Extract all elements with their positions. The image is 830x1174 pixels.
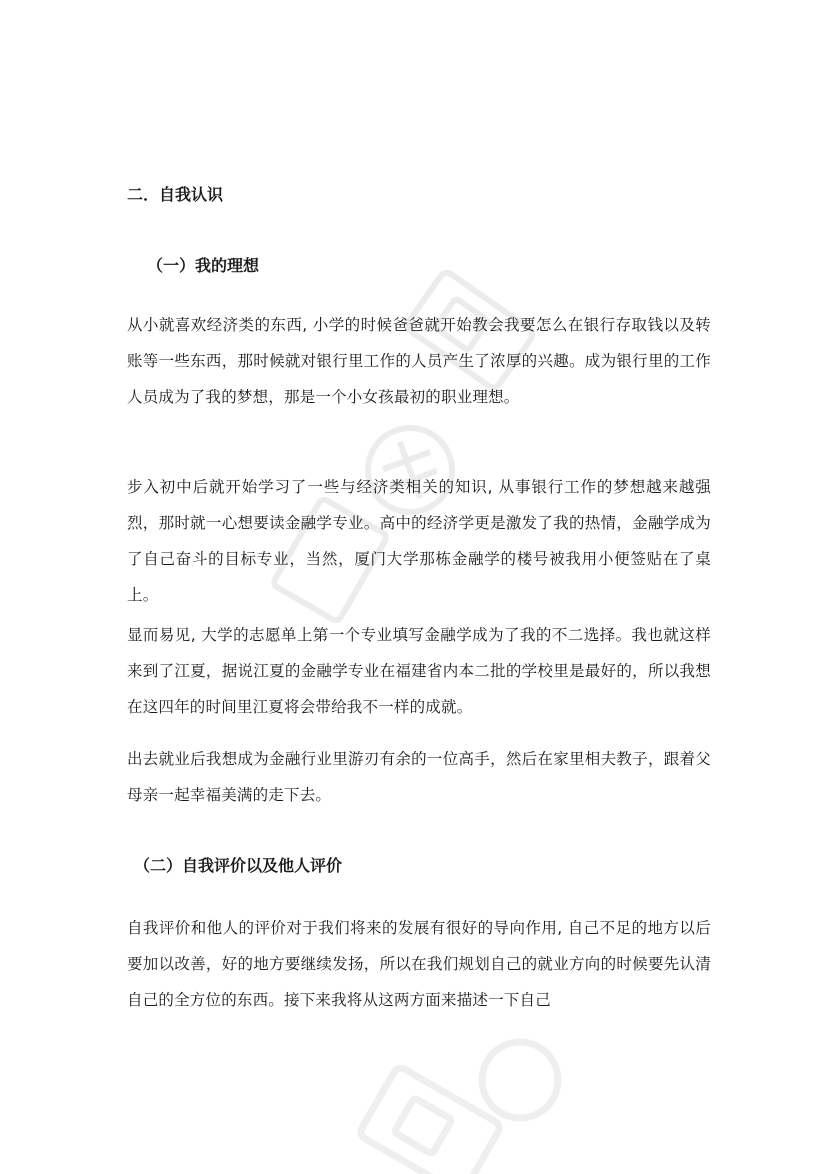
paragraph-ideal-1: 从小就喜欢经济类的东西, 小学的时候爸爸就开始教会我要怎么在银行存取钱以及转账等一些东西，那时候就对银行里工作的人员产生了浓厚的兴趣。成为银行里的工作人员成为了我的梦想，那是一个小女孩最初的职业理想。 [127, 316, 711, 406]
section-title: 二．自我认识 [127, 185, 224, 204]
paragraph-ideal-2: 步入初中后就开始学习了一些与经济类相关的知识, 从事银行工作的梦想越来越强烈，那时就一心想要读金融学专业。高中的经济学更是激发了我的热情，金融学成为了自己奋斗的目标专业，当然，厦门大学那栋金融学的楼号被我用小便签贴在了桌上。 [127, 478, 711, 604]
watermark-pattern-bottom [358, 1030, 570, 1174]
paragraph-ideal-4: 出去就业后我想成为金融行业里游刃有余的一位高手，然后在家里相夫教子，跟着父母亲一起幸福美满的走下去。 [127, 750, 711, 804]
paragraph-evaluation-1: 自我评价和他人的评价对于我们将来的发展有很好的导向作用, 自己不足的地方以后要加以改善，好的地方要继续发扬，所以在我们规划自己的就业方向的时候要先认清自己的全方位的东西。接下来我将从这两方面来描述一下自己 [127, 919, 711, 1009]
subsection-title-evaluation: （二）自我评价以及他人评价 [134, 856, 343, 875]
paragraph-ideal-3: 显而易见, 大学的志愿单上第一个专业填写金融学成为了我的不二选择。我也就这样来到了江夏，据说江夏的金融学专业在福建省内本二批的学校里是最好的，所以我想在这四年的时间里江夏将会带给我不一样的成就。 [127, 626, 711, 716]
subsection-title-ideal: （一）我的理想 [147, 256, 260, 275]
